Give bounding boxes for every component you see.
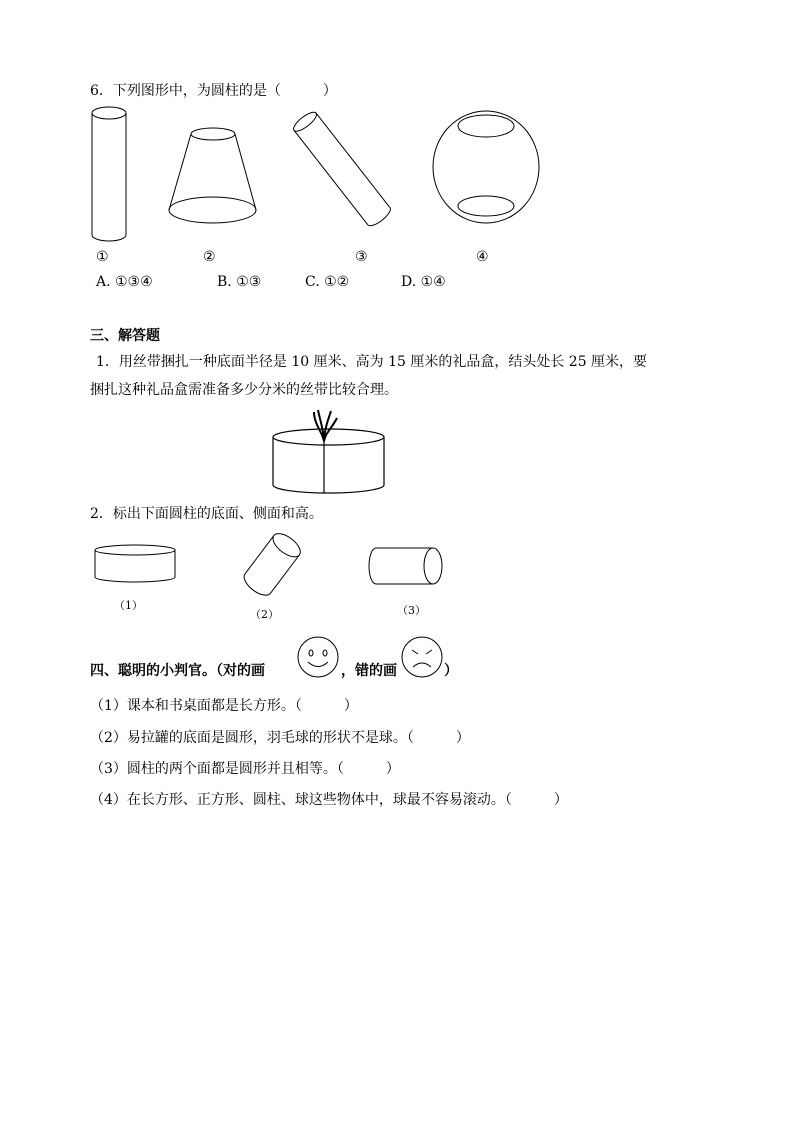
sad-face-icon	[400, 635, 446, 681]
cylinder-figure-1	[92, 543, 178, 585]
figure-label-4: ④	[476, 249, 489, 265]
cylinder-label-3: （3）	[397, 604, 426, 617]
cylinder-label-2: （2）	[250, 608, 279, 621]
cylinder-figure-2	[238, 530, 304, 602]
gift-box-figure	[272, 408, 386, 496]
option-a: A. ①③④	[96, 274, 153, 290]
figure-label-3: ③	[355, 249, 368, 265]
q1-line1: 1．用丝带捆扎一种底面半径是 10 厘米、高为 15 厘米的礼品盒，结头处长 25 厘米，要	[96, 354, 648, 370]
q2-text: 2．标出下面圆柱的底面、侧面和高。	[90, 506, 323, 522]
option-d: D. ①④	[401, 274, 446, 290]
section3-title: 三、解答题	[90, 328, 160, 344]
option-b: B. ①③	[217, 274, 262, 290]
figure-cylinder-tilted	[288, 102, 396, 236]
cylinder-figure-3	[366, 546, 446, 586]
q6-question: 6．下列图形中，为圆柱的是（ ）	[90, 83, 337, 99]
figure-label-1: ①	[96, 249, 109, 265]
judge-item-2: （2）易拉罐的底面是圆形，羽毛球的形状不是球。（ ）	[90, 730, 470, 746]
section4-title-part3: ）	[444, 663, 458, 679]
q1-line2: 捆扎这种礼品盒需准备多少分米的丝带比较合理。	[90, 382, 398, 398]
figure-frustum	[165, 124, 261, 228]
smiley-face-icon	[296, 635, 342, 681]
judge-item-1: （1）课本和书桌面都是长方形。（ ）	[90, 698, 358, 714]
judge-item-4: （4）在长方形、正方形、圆柱、球这些物体中，球最不容易滚动。（ ）	[90, 792, 568, 808]
judge-item-3: （3）圆柱的两个面都是圆形并且相等。（ ）	[90, 761, 400, 777]
section4-title-part1: 四、聪明的小判官。（对的画	[90, 663, 265, 679]
figure-cylinder-upright	[88, 104, 134, 244]
option-c: C. ①②	[305, 274, 350, 290]
section4-title-part2: ，错的画	[341, 663, 397, 679]
figure-sphere	[430, 109, 542, 233]
cylinder-label-1: （1）	[114, 599, 143, 612]
figure-label-2: ②	[203, 249, 216, 265]
